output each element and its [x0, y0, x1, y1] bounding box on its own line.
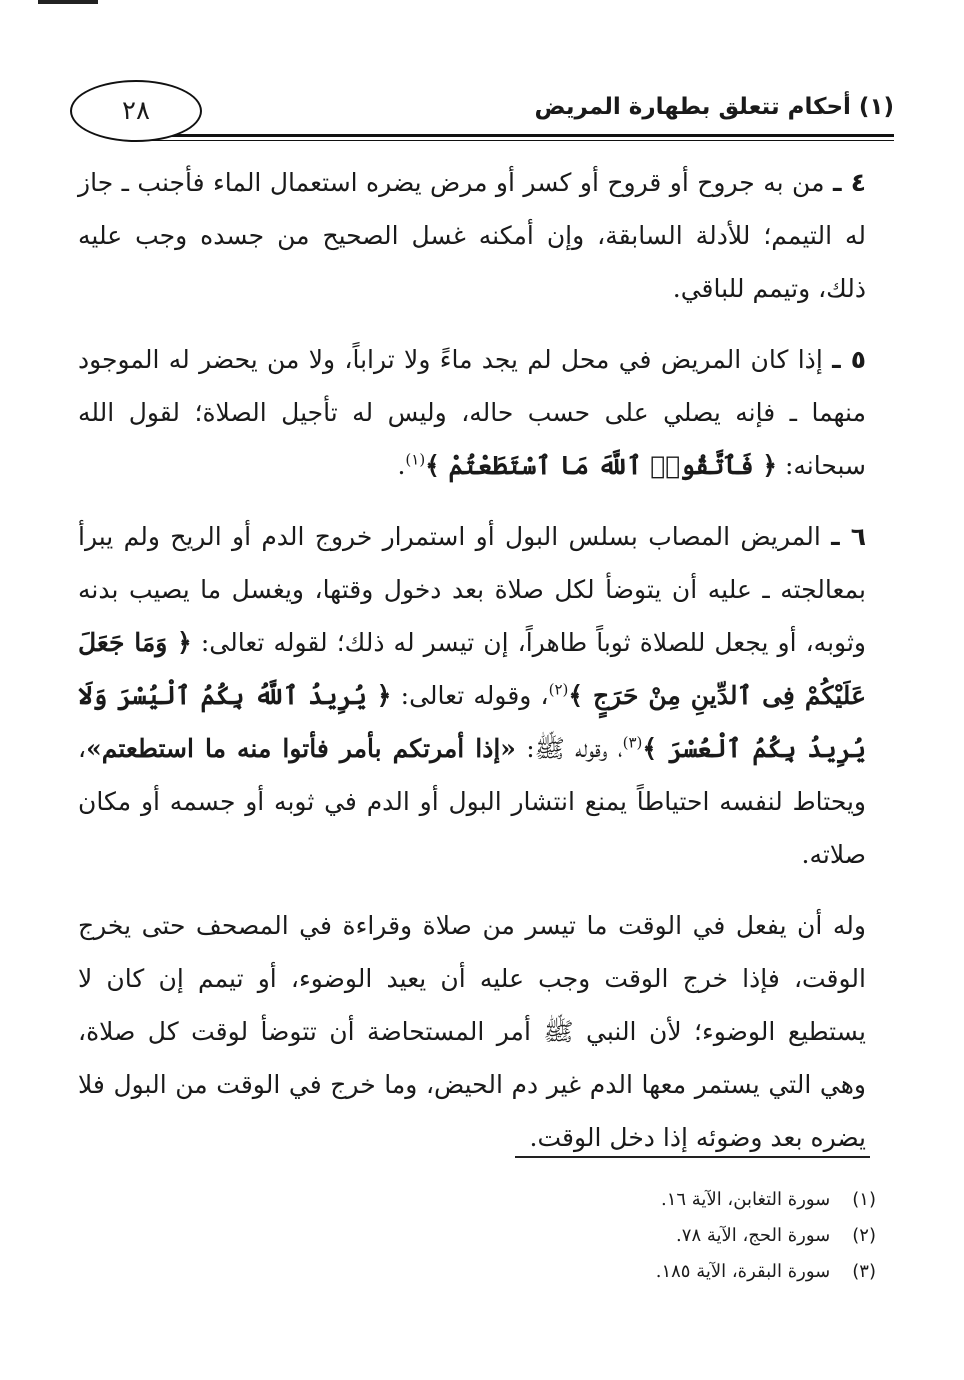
footnote-ref: (١)	[405, 450, 426, 469]
header-rule-thick	[120, 134, 894, 137]
footnote-text: سورة البقرة، الآية ١٨٥.	[655, 1261, 831, 1282]
paragraph-text: ، وقوله تعالى:	[400, 681, 549, 710]
header-rule-thin	[120, 140, 894, 141]
paragraph-text: المريض المصاب بسلس البول أو استمرار خروج الدم أو الريح ولم يبرأ بمعالجته ـ عليه أن يتوضأ لكل صلاة بعد دخول وقتها، ويغسل ما يصيب بدنه وثوبه، أو يجعل للصلاة ثوباً طاهراً، إن تيسر له ذلك؛ لقوله تعالى:	[78, 522, 866, 657]
footnote-ref: (٢)	[548, 680, 569, 699]
item-number: ٦ ـ	[831, 522, 866, 551]
paragraph-text: من به جروح أو قروح أو كسر أو مرض يضره استعمال الماء فأجنب ـ جاز له التيمم؛ للأدلة السابقة، وإن أمكنه غسل الصحيح من جسده وجب عليه ذلك، وتيمم للباقي.	[78, 168, 866, 303]
page-corner-mark	[38, 0, 98, 4]
paragraph-6	[78, 510, 866, 881]
footnote	[456, 1182, 876, 1218]
item-number: ٤ ـ	[832, 168, 867, 197]
footnote-text: سورة التغابن، الآية ١٦.	[660, 1189, 831, 1210]
footnote	[456, 1254, 876, 1290]
page-body	[78, 156, 866, 1174]
page-header	[70, 80, 894, 132]
sentence-end: .	[397, 451, 406, 480]
quran-verse: ﴿ وَمَا جَعَلَ عَلَيْكُمْ فِى ٱلدِّينِ مِنْ حَرَجٍ ﴾	[78, 628, 866, 710]
paragraph-text: إذا كان المريض في محل لم يجد ماءً ولا تراباً، ولا من يحضر له الموجود منهما ـ فإنه يصلي على حسب حاله، وليس له تأجيل الصلاة؛ لقول الله سبحانه:	[78, 345, 866, 480]
footnote-divider	[515, 1156, 870, 1158]
quran-verse: ﴿ فَٱتَّقُوا۟ ٱللَّهَ مَا ٱسْتَطَعْتُمْ ﴾	[425, 451, 778, 480]
hadith-quote: «إذا أمرتكم بأمر فأتوا منه ما استطعتم»	[86, 734, 516, 763]
page-number: ٢٨	[70, 80, 202, 142]
paragraph-5	[78, 333, 866, 492]
footnote-number: (٢)	[852, 1225, 876, 1246]
footnotes	[456, 1182, 876, 1290]
footnote-text: سورة الحج، الآية ٧٨.	[676, 1225, 831, 1246]
paragraph-text: ، ويحتاط لنفسه احتياطاً يمنع انتشار البول أو الدم في ثوبه أو جسمه أو مكان صلاته.	[78, 734, 866, 869]
paragraph-text: ، وقوله ﷺ:	[526, 734, 623, 763]
footnote-number: (١)	[852, 1189, 876, 1210]
paragraph-4	[78, 156, 866, 315]
paragraph-7	[78, 899, 866, 1164]
quran-verse: ﴿ يُرِيدُ ٱللَّهُ بِكُمُ ٱلْيُسْرَ وَلَا يُرِيدُ بِكُمُ ٱلْعُسْرَ ﴾	[78, 681, 866, 763]
running-title: (١) أحكام تتعلق بطهارة المريض	[534, 94, 894, 120]
footnote-ref: (٣)	[622, 733, 643, 752]
item-number: ٥ ـ	[832, 345, 866, 374]
footnote	[456, 1218, 876, 1254]
paragraph-text: وله أن يفعل في الوقت ما تيسر من صلاة وقراءة في المصحف حتى يخرج الوقت، فإذا خرج الوقت وجب عليه أن يعيد الوضوء، أو تيمم إن كان لا يستطيع الوضوء؛ لأن النبي ﷺ أمر المستحاضة أن تتوضأ لوقت كل صلاة، وهي التي يستمر معها الدم غير دم الحيض، وما خرج في الوقت من البول فلا يضره بعد وضوئه إذا دخل الوقت.	[78, 911, 866, 1152]
footnote-number: (٣)	[852, 1261, 876, 1282]
